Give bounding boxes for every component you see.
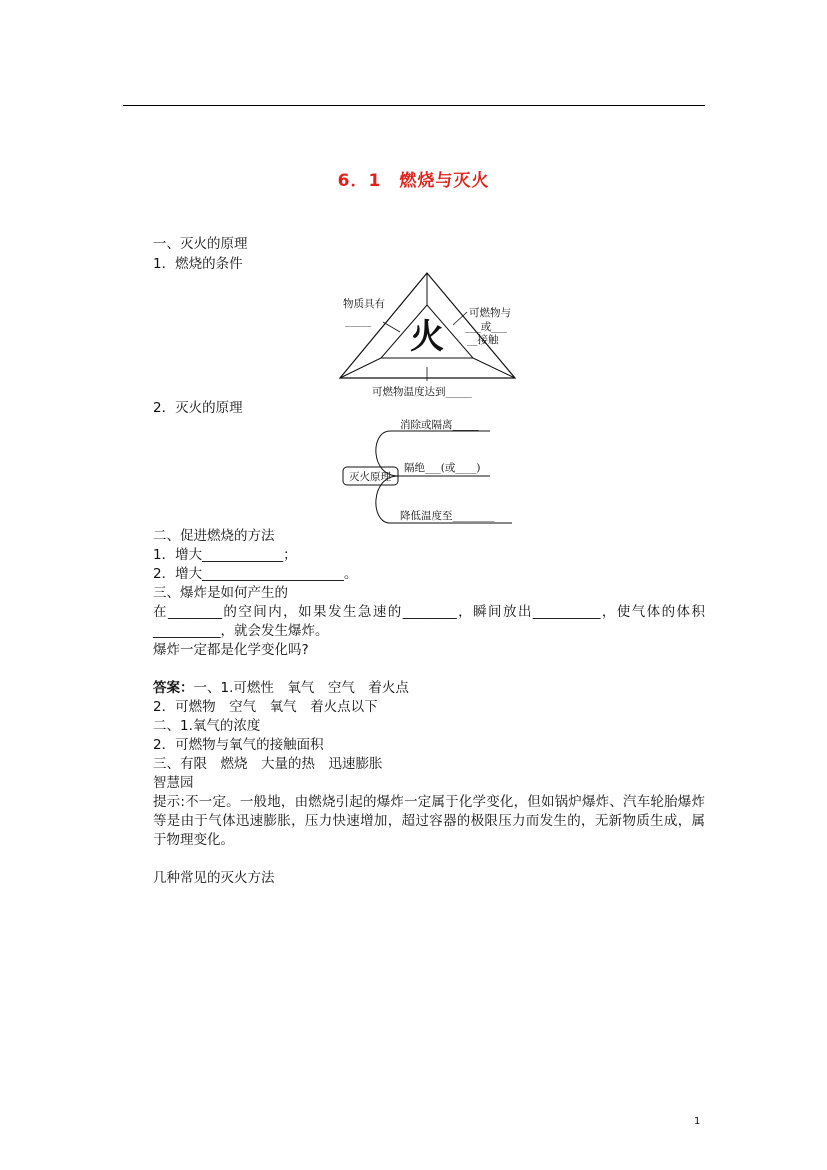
triangle-right-label-1: 可燃物与 (469, 307, 511, 319)
triangle-bottom-label: 可燃物温度达到_____ (372, 386, 472, 398)
header-rule (123, 105, 705, 106)
section2-item2: 2．增大_____________________。 (153, 566, 358, 582)
answers-line1 (153, 679, 409, 698)
triangle-left-label: 物质具有 (343, 298, 385, 310)
section1-item2: 2．灭火的原理 (153, 400, 243, 416)
answers-line6: 智慧园 (153, 775, 194, 791)
answers-label: 答案： (153, 680, 194, 696)
hint-text: 提示:不一定。一般地，由燃烧引起的爆炸一定属于化学变化，但如锅炉爆炸、汽车轮胎爆炸等是由于气体迅速膨胀，压力快速增加，超过容器的极限压力而发生的，无新物质生成，属于物理变化。 (153, 794, 705, 848)
extinguish-principle-tree (340, 413, 520, 531)
answers-text-1: 一、1.可燃性 氧气 空气 着火点 (193, 680, 409, 696)
answers-line2: 2．可燃物 空气 氧气 着火点以下 (153, 699, 378, 715)
section1-item1: 1．燃烧的条件 (153, 256, 243, 272)
page-title: 6．1 燃烧与灭火 (337, 171, 490, 191)
page-number: 1 (694, 1116, 701, 1127)
section3-paragraph (123, 603, 705, 641)
answers-line3: 二、1.氧气的浓度 (153, 718, 261, 734)
tree-root: 灭火原理 (349, 471, 391, 483)
section1-heading: 一、灭火的原理 (153, 236, 248, 252)
tree-branch-mid: 隔绝___(或____) (404, 462, 481, 474)
tree-branch-bottom: 降低温度至________ (400, 510, 495, 522)
fire-glyph: 火 (410, 317, 444, 357)
section2-item1: 1．增大____________； (153, 547, 297, 563)
section3-paragraph-text: 在________的空间内，如果发生急速的________，瞬间放出__________，使气体的体积__________，就会发生爆炸。 (153, 604, 705, 639)
footer-heading: 几种常见的灭火方法 (153, 870, 275, 886)
hint-paragraph (123, 793, 705, 850)
section3-question: 爆炸一定都是化学变化吗? (153, 642, 309, 658)
section3-heading: 三、爆炸是如何产生的 (153, 585, 288, 601)
answers-line4: 2．可燃物与氧气的接触面积 (153, 737, 324, 753)
tree-branch-top: 消除或隔离_____ (400, 419, 479, 431)
triangle-right-label-3: __接触 (467, 334, 499, 346)
triangle-left-blank: _____ (345, 315, 372, 327)
section2-heading: 二、促进燃烧的方法 (153, 528, 275, 544)
fire-triangle-diagram (335, 270, 525, 405)
triangle-right-label-2: ___或___ (465, 321, 507, 333)
answers-line5: 三、有限 燃烧 大量的热 迅速膨胀 (153, 756, 383, 772)
